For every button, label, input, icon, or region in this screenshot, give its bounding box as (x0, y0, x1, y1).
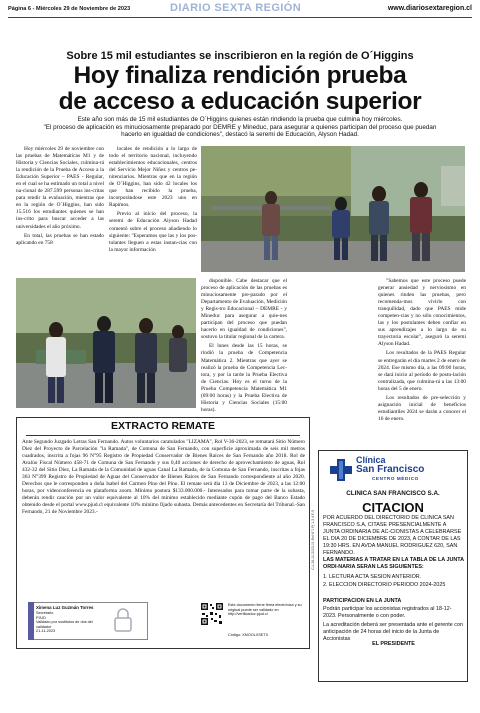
signer-date: 21-11-2023 (36, 629, 56, 634)
paragraph: Hoy miércoles 29 de noviembre con las pruebas de Matemáticas M1 y de Historia y Ciencias Sociales, culmina-rá la rendición de la Prueba de Acceso a la Educación Superior – PAES - Regular, en el cual se ha estimado un total a nivel na-cional de 287.599 personas ins-critas para rendir la evaluación, mientras que en la región de O´Higgins, han sido 15.516 los estudiantes quienes se han ins-crito para buscar acceder a las universidades el año próximo. (16, 146, 104, 230)
deck-line-1: Este año son más de 15 mil estudiantes de O´Higgins quienes están rindiendo la prueba que culmina hoy miércoles. (77, 116, 403, 123)
paragraph: El lunes desde las 15 horas, se rindió la prueba de Competencia Matemática 2. Mientras que ayer se realizó la prueba de Competencia Lec-tora, y por la tarde la Prueba Electiva de Ciencias. Hoy es el turno de la Prueba Competencia Matemática M1 (09:00 horas) y la Prueba Electiva de Historia y Ciencias Sociales (15:00 horas). (201, 343, 287, 413)
remate-body: Ante Segundo Juzgado Letras San Fernando. Autos voluntarios caratulados "LIZAMA", Rol V-36-2023, se rematará Sitio Número Diez del Proyecto de Parcelación "la Ramada", de Comuna de San Fernando, con superficie aproximada de seis mil metros cuadrados, inscrita a fojas 96 N°95 Registro de Propiedad Conservador de Bienes Raíces de San Fernando año 2018. Rol de Avalúo Fiscal Número 458-71 de Comuna de San Fernando y sus 0,40 acciones de derecho de aprovechamiento de aguas, Rol 432-32 del Sitio Diez, La Ramada de la Comunidad de aguas Canal La Ramada, de la Comuna de San Fernando, inscritas a fojas 363 N°399 Registro de Propiedad de Aguas del Conservador de Bienes Raíces de San Fernando correspondiente al año 2020. Derechos que le corresponden a doña Isabel del Carmen Pino del Pino. El remate será día 13 de Diciembre de 2023, a las 12:00 horas, por videoconferencia en plataforma zoom. Mínimo postura $133.000.000.- Interesados para tomar parte de la subasta, deberán rendir caución por un valor equivalente al 10% del mínimo establecido mediante cupón de pago del Banco Estado obtenido desde el portal www.pjud.cl equivalente 10% mínimo fijado subasta. Demás antecedentes en Secretaría del Tribunal.-San Fernando, 21 de Noviembre 2023.- (22, 439, 305, 516)
validation-code: Código: XMOOLXSETX (228, 633, 269, 637)
participation-text-1: Podrán participar los accionistas registrados al 18-12-2023. Personalmente o con poder. (323, 606, 452, 620)
page-date: Página 6 - Miércoles 29 de Noviembre de 2023 (8, 6, 131, 12)
paragraph: Los resultados de pre-selección y asignación inicial de beneficios estudiantiles 2024 se darán a conocer el 16 de enero. (378, 394, 466, 422)
students-photo-bottom-image (16, 278, 196, 408)
clinica-logo-name-2: San Francisco (356, 464, 425, 475)
paragraph: disponible. Cabe destacar que el proceso de aplicación de las pruebas es minuciosamente pre-parado por el Departamento de Evaluación, Medición y Regis-tro Educacional – DEMRE - y Mineduc para asegurar a quie-nes participan del proceso que puedan hacerlo en igualdad de condiciones", sostuvo la titular regional de la cartera. (201, 278, 287, 341)
article-column-2 (109, 146, 197, 256)
signer-role: Secretario (36, 611, 54, 615)
paragraph: "Sabemos que este proceso puede generar ansiedad y nerviosismo en quienes rinden las pruebas, pero recomenda-mos vivirlo con tranquilidad, dado que PAES mide competen-cias y no sólo conocimientos, las y los postulantes deben confiar en sus aprendizajes a lo largo de su trayectoria escolar", aseguró la seremi Alyson Hadad. (378, 278, 466, 348)
remate-divider (26, 435, 300, 436)
signer-details (36, 611, 106, 634)
matter-item-2: 2. ELECCION DIRECTORIO PERIODO 2024-2025 (323, 582, 446, 588)
paragraph: Previo al inicio del proceso, la seremi de Educación Alyson Hadad comentó sobre el proceso añadiendo lo siguiente: "Esperamos que las y los pos-tulantes lleguen a estas instan-cias con la mayor información (109, 211, 197, 253)
matters-title: LAS MATERIAS A TRATAR EN LA TABLA DE LA JUNTA ORDI-NARIA SERAN LAS SIGUIENTES: (323, 557, 464, 571)
clinica-company: CLINICA SAN FRANCISCO S.A. (346, 490, 440, 497)
paragraph: Los resultados de la PAES Regular se entregarán el día martes 2 de enero de 2024. Ese mismo día, a las 09:00 horas, se dará inicio al período de postu-lación centralizada, que culmina-rá a las 13:00 horas del 5 de enero. (378, 350, 466, 392)
article-deck (20, 116, 460, 139)
paragraph: En total, las pruebas se han estado aplicando en 758 (16, 232, 104, 246)
matter-item-1: 1. LECTURA ACTA SESION ANTERIOR. (323, 574, 422, 580)
participation-title: PARTICIPACION EN LA JUNTA (323, 598, 402, 604)
side-text: C.L.26-10-2023-01 Rol N°1 Pj 1-3 4 F-5 (311, 510, 315, 570)
article-column-4 (378, 278, 466, 425)
headline-line-2: de acceso a educación superior (58, 88, 422, 115)
signer-note: Validado por sustitutos de dos del validador (36, 620, 93, 629)
masthead: DIARIO SEXTA REGIÓN (170, 2, 302, 14)
students-photo-bottom (16, 278, 196, 408)
citacion-intro: POR ACUERDO DEL DIRECTORIO DE CLINICA SAN FRANCISCO S.A, CITASE PRESENCIALMENTE A JUNTA ORDINARIA DE AC-CIONISTAS A CELEBRARSE EL DIA 20 DE DICIEMBRE DE 2023, A CONTAR DE LAS 19:30 HRS. EN AVDA MANUEL RODRIGUEZ 620, SAN FERNANDO. (323, 515, 462, 557)
qr-code-icon[interactable] (200, 602, 224, 626)
students-photo-top-image (201, 146, 465, 272)
participation-text-2: La acreditación deberá ser presentada ante el gerente con anticipación de 24 horas del inicio de la Junta de Accionistas (323, 622, 463, 643)
website-link[interactable]: www.diariosextaregion.cl (387, 5, 472, 12)
clinica-logo-sub: CENTRO MÉDICO (372, 476, 419, 481)
headline-line-1: Hoy finaliza rendición prueba (73, 62, 407, 89)
signature-accent-bar (28, 602, 34, 640)
clinica-logo-name-1: Clínica (356, 455, 386, 465)
header-divider (8, 17, 472, 18)
qr-validation-text: Este documento tiene firma electrónica y su original puede ser validado en http://verificadoc.pjud.cl (228, 603, 302, 617)
deck-line-3: hacerlo en igualdad de condiciones", destacó la seremi de Educación, Alyson Hadad. (121, 131, 359, 139)
president-signature: EL PRESIDENTE (372, 641, 415, 647)
article-kicker: Sobre 15 mil estudiantes se inscribieron en la región de O´Higgins (66, 50, 414, 62)
paragraph: locales de rendición a lo largo de todo el territorio nacional, incluyendo establecimientos educacionales, centros del Servicio Mejor Niñez y centros pe-nitenciarios. Mientras que en la región de O´Higgins, han sido 42 locales los que han recibido la prueba, incorporándose este 2023 uno en Rapimos. (109, 146, 197, 209)
deck-line-2: "El proceso de aplicación es minuciosamente preparado por DEMRE y Mineduc, para asegurar a quienes participan del proceso que puedan (43, 123, 437, 131)
remate-title: EXTRACTO REMATE (110, 420, 216, 432)
citacion-title: CITACION (362, 500, 424, 515)
students-photo-top (201, 146, 465, 272)
signer-org: PJUD (36, 615, 46, 620)
vertical-reference-text (311, 510, 317, 678)
article-column-1 (16, 146, 104, 249)
lock-icon (112, 607, 134, 638)
signer-name: Ximena Luz Guzmán Torres (36, 605, 94, 610)
article-headline (0, 63, 480, 115)
clinica-cross-icon (330, 459, 352, 486)
article-column-3 (201, 278, 287, 416)
